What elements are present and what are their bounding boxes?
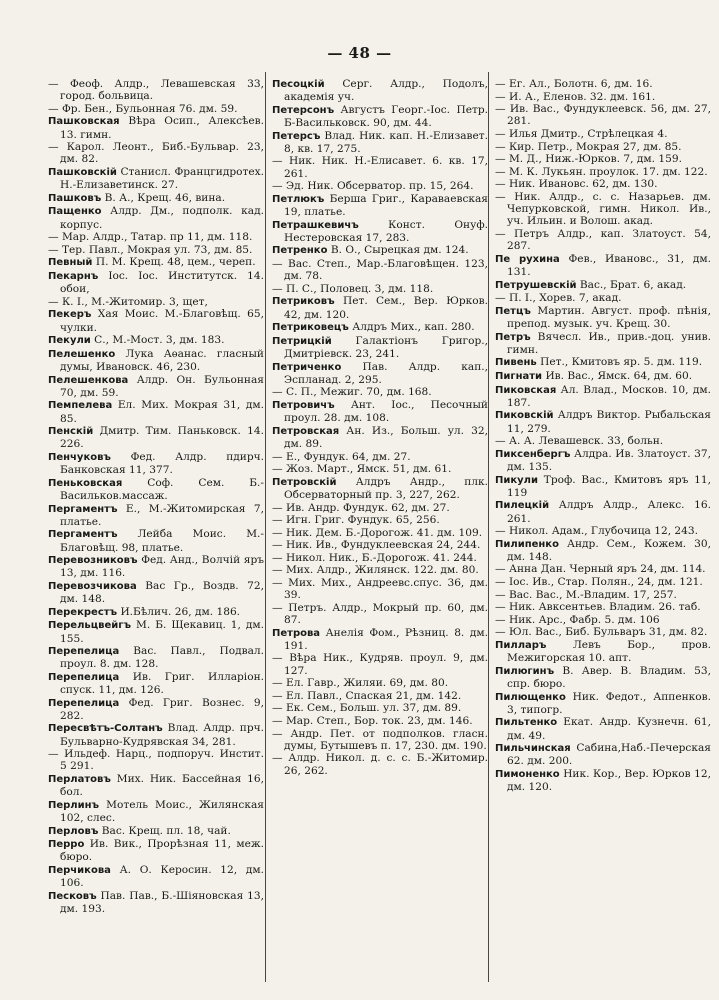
entry-details: Алдр. Он. Бульонная 70, дм. 59. (60, 373, 264, 399)
directory-entry (272, 752, 488, 776)
entry-details: Хая Моис. М.-Благовѣщ. 65, чулки. (60, 308, 264, 334)
directory-entry (48, 580, 264, 605)
entry-details: — С. П., Межиг. 70, дм. 168. (272, 386, 432, 399)
entry-surname: Петриковъ (272, 296, 335, 308)
entry-surname: Пилларъ (495, 640, 547, 652)
entry-details: — Феоф. Алдр., Левашевская 33, город. больвица. (48, 78, 264, 103)
directory-entry (495, 538, 711, 563)
column-3 (495, 78, 711, 794)
entry-details: Серг. Алдр., Подолъ, академія уч. (284, 78, 488, 104)
entry-details: Фев., Ивановс., 31, дм. 131. (507, 252, 711, 278)
directory-entry (48, 141, 264, 165)
entry-surname: Пенскій (48, 426, 94, 438)
entry-details: Ел. Мих. Мокрая 31, дм. 85. (60, 399, 264, 425)
directory-entry (272, 677, 488, 689)
directory-entry (272, 577, 488, 601)
entry-details: — Вас. Вас., М.-Владим. 17, 257. (495, 588, 677, 601)
entry-surname: Перекрестъ (48, 606, 118, 618)
entry-surname: Перевозчикова (48, 580, 137, 592)
entry-details: — Ник. Дем. Б.-Дорогож. 41. дм. 109. (272, 526, 483, 539)
entry-details: Лука Аѳанас. гласный думы, Ивановск. 46, 230. (60, 347, 264, 373)
entry-details: — Илья Дмитр., Стрѣлецкая 4. (495, 127, 668, 140)
entry-details: — Фр. Бен., Бульонная 76. дм. 59. (48, 102, 238, 115)
entry-details: Екат. Андр. Кузнечн. 61, дм. 49. (507, 716, 711, 742)
entry-details: П. М. Крещ. 48, цем., череп. (95, 256, 256, 269)
entry-details: — Мар. Степ., Бор. ток. 23, дм. 146. (272, 715, 473, 728)
entry-details: М. Б. Щекавиц. 1, дм. 155. (60, 619, 264, 645)
entry-details: Вѣра Осип., Алексѣев. 13. гимн. (60, 115, 265, 141)
entry-details: С., М.-Мост. 3, дм. 183. (94, 334, 225, 347)
directory-entry (495, 691, 711, 716)
directory-entry (272, 219, 488, 244)
entry-surname: Перепелица (48, 697, 120, 709)
directory-entry (495, 665, 711, 690)
entry-surname: Петрушевскій (495, 279, 577, 291)
directory-entry (272, 155, 488, 179)
entry-details: Дмитр. Тим. Паньковск. 14. 226. (60, 425, 264, 451)
entry-details: В. О., Сырецкая дм. 124. (330, 244, 469, 257)
directory-entry (495, 435, 711, 447)
entry-details: — Ел. Гавр., Жиляи. 69, дм. 80. (272, 677, 449, 690)
entry-details: Троф. Вас., Кмитовъ яръ 11, 119 (507, 473, 711, 499)
entry-details: Андр. Сем., Кожем. 30, дм. 148. (507, 537, 711, 563)
entry-details: Пет., Кмитовъ яр. 5. дм. 119. (540, 356, 703, 369)
entry-details: — А. А. Левашевск. 33, больн. (495, 435, 664, 448)
entry-details: Алдр. Дм., подполк. кад. корпус. (60, 205, 265, 231)
entry-details: — Ник. Авксентьев. Владим. 26. таб. (495, 601, 701, 614)
directory-entry (48, 477, 264, 502)
directory-entry (48, 890, 264, 915)
directory-entry (495, 292, 711, 304)
entry-details: Фед. Григ. Вознес. 9, 282. (60, 696, 264, 722)
directory-entry (48, 244, 264, 256)
directory-entry (272, 335, 488, 360)
entry-details: Алдра. Ив. Златоуст. 37, дм. 135. (507, 447, 711, 473)
entry-surname: Пиковскій (495, 410, 554, 422)
entry-surname: Пелешенкова (48, 374, 129, 386)
entry-details: Ник. Кор., Вер. Юрков 12, дм. 120. (507, 768, 711, 794)
entry-details: — Ел. Павл., Спаская 21, дм. 142. (272, 689, 462, 702)
entry-surname: Певный (48, 257, 93, 269)
entry-details: Влад. Алдр. прч. Бульварно-Кудрявская 34, 281. (60, 722, 265, 748)
entry-details: Алдръ Андр., плк. Обсерваторный пр. 3, 227, 262. (284, 475, 488, 501)
entry-details: — Мих. Мих., Андреевс.спус. 36, дм. 39. (272, 577, 488, 602)
entry-surname: Петцъ (495, 305, 531, 317)
entry-surname: Петерсъ (272, 130, 321, 142)
directory-entry (48, 334, 264, 347)
entry-details: — Андр. Пет. от подполков. гласн. думы, Бутышевъ п. 17, 230. дм. 190. (272, 727, 488, 752)
directory-entry (495, 716, 711, 741)
directory-entry (495, 563, 711, 575)
entry-details: — Никол. Адам., Глубочица 12, 243. (495, 525, 699, 538)
directory-entry (48, 528, 264, 553)
entry-details: — Ег. Ал., Болотн. 6, дм. 16. (495, 78, 653, 90)
entry-details: — Ник. Арс., Фабр. 5. дм. 106 (495, 613, 660, 626)
entry-details: — П. С., Половец. 3, дм. 118. (272, 282, 434, 295)
directory-entry (272, 451, 488, 463)
entry-surname: Пергаментъ (48, 503, 118, 515)
entry-details: В. Авер. В. Владим. 53, спр. бюро. (507, 664, 711, 691)
entry-details: — И. А., Еленов. 32. дм. 161. (495, 90, 656, 103)
entry-surname: Пилюгинъ (495, 665, 555, 677)
directory-entry (48, 296, 264, 308)
directory-entry (495, 370, 711, 383)
entry-surname: Пе рухина (495, 253, 560, 265)
entry-details: — М. К. Лукьян. проулок. 17. дм. 122. (495, 165, 708, 178)
directory-entry (495, 474, 711, 499)
directory-entry (48, 722, 264, 747)
entry-surname: Пеньковская (48, 477, 123, 489)
directory-entry (495, 166, 711, 178)
directory-entry (272, 425, 488, 450)
entry-surname: Пашковская (48, 116, 120, 128)
directory-entry (272, 78, 488, 103)
entry-details: И.Бѣлич. 26, дм. 186. (120, 605, 241, 618)
entry-surname: Перловъ (48, 825, 99, 837)
entry-surname: Петрицкій (272, 335, 332, 347)
entry-surname: Пигнати (495, 370, 543, 382)
entry-details: — К. І., М.-Житомир. 3, щет, (48, 295, 208, 308)
entry-surname: Перлатовъ (48, 774, 111, 786)
entry-surname: Пивень (495, 357, 537, 369)
directory-entry (48, 619, 264, 644)
entry-surname: Пемпелева (48, 400, 113, 412)
directory-entry (495, 141, 711, 153)
directory-entry (48, 308, 264, 333)
directory-entry (48, 270, 264, 295)
entry-details: Ив. Григ. Илларіон. спуск. 11, дм. 126. (60, 670, 264, 697)
directory-entry (48, 671, 264, 696)
directory-entry (495, 153, 711, 165)
directory-entry (48, 205, 264, 230)
directory-entry (495, 191, 711, 228)
entry-surname: Перепелица (48, 646, 120, 658)
entry-details: Соф. Сем. Б.-Васильков.массаж. (60, 476, 265, 502)
entry-surname: Пилющенко (495, 691, 566, 703)
entry-surname: Перельцвейгъ (48, 620, 132, 632)
column-divider (488, 72, 489, 982)
entry-surname: Петровичъ (272, 399, 335, 411)
directory-entry (495, 614, 711, 626)
entry-details: Сабина,Наб.-Печерская 62. дм. 200. (507, 742, 711, 768)
entry-details: Влад. Ник. кап. Н.-Елизавет. 8, кв. 17, 275. (284, 129, 488, 155)
directory-entry (495, 78, 711, 90)
entry-details: Левъ Бор., пров. Межигорская 10. апт. (507, 639, 711, 665)
directory-entry (48, 606, 264, 619)
directory-entry (495, 91, 711, 103)
page-number: — 48 — (327, 44, 392, 62)
entry-details: Вас., Брат. 6, акад. (579, 278, 687, 291)
entry-surname: Пенчуковъ (48, 451, 111, 463)
entry-surname: Перро (48, 839, 85, 851)
directory-entry (495, 384, 711, 409)
directory-entry (272, 193, 488, 218)
entry-details: — Вас. Степ., Мар.-Благовѣщен. 123, дм. 78. (272, 257, 488, 283)
directory-entry (48, 503, 264, 528)
entry-surname: Петрова (272, 627, 321, 639)
directory-entry (272, 564, 488, 576)
entry-details: — Ив. Вас., Фундуклеевск. 56, дм. 27, 281. (495, 103, 711, 128)
directory-entry (272, 463, 488, 475)
directory-entry (495, 253, 711, 278)
entry-details: — Мар. Алдр., Татар. пр 11, дм. 118. (48, 231, 253, 244)
directory-entry (272, 514, 488, 526)
directory-entry (48, 825, 264, 838)
entry-details: Станисл. Францгидротех. Н.-Елизаветинск. 27. (60, 165, 264, 192)
directory-entry (272, 652, 488, 676)
directory-entry (495, 331, 711, 356)
entry-details: — Ильдеф. Нарц., подпоруч. Инстит. 5 291. (48, 748, 264, 773)
entry-details: Іос. Іос. Институтск. 14. обои, (60, 269, 264, 296)
entry-details: — Игн. Григ. Фундук. 65, 256. (272, 514, 440, 527)
directory-entry (48, 748, 264, 772)
directory-entry (48, 103, 264, 115)
entry-surname: Пильтенко (495, 717, 558, 729)
directory-entry (272, 627, 488, 652)
directory-entry (272, 258, 488, 282)
entry-details: Берша Григ., Караваевская 19, платье. (284, 192, 488, 218)
entry-surname: Пимоненко (495, 769, 560, 781)
entry-details: — Никол. Ник., Б.-Дорогож. 41. 244. (272, 551, 477, 564)
directory-entry (495, 103, 711, 127)
entry-details: — Ник. Ник. Н.-Елисавет. 6. кв. 17, 261. (272, 155, 488, 180)
entry-details: Галактіонъ Григор., Дмитріевск. 23, 241. (284, 334, 488, 360)
entry-details: Вас Гр., Воздв. 72, дм. 148. (60, 579, 265, 606)
entry-details: Ив. Вас., Ямск. 64, дм. 60. (545, 369, 693, 382)
directory-entry (272, 399, 488, 424)
entry-surname: Петровская (272, 425, 340, 437)
entry-details: — Іос. Ив., Стар. Полян., 24, дм. 121. (495, 576, 703, 589)
directory-entry (272, 386, 488, 398)
entry-surname: Перлинъ (48, 799, 100, 811)
entry-details: — Петръ. Алдр., Мокрый пр. 60, дм. 87. (272, 601, 488, 627)
entry-surname: Перепелица (48, 671, 120, 683)
entry-details: Лейба Моис. М.-Благовѣщ. 98, платье. (60, 528, 264, 554)
entry-surname: Петриковецъ (272, 322, 349, 334)
directory-entry (48, 256, 264, 269)
directory-entry (272, 476, 488, 501)
entry-details: Алдръ Алдр., Алекс. 16. 261. (507, 499, 711, 525)
entry-surname: Петровскій (272, 476, 337, 488)
entry-details: — Карол. Леонт., Биб.-Бульвар. 23, дм. 82. (48, 141, 264, 166)
directory-entry (272, 539, 488, 551)
entry-details: А. О. Керосин. 12, дм. 106. (60, 864, 264, 890)
directory-entry (272, 502, 488, 514)
entry-surname: Песковъ (48, 890, 97, 902)
entry-details: — Кир. Петр., Мокрая 27, дм. 85. (495, 140, 682, 153)
entry-details: Пет. Сем., Вер. Юрков. 42, дм. 120. (284, 295, 488, 321)
entry-details: Фед. Алдр. пдирч. Банковская 11, 377. (60, 450, 264, 477)
entry-details: — Алдр. Никол. д. с. с. Б.-Житомир. 26, 262. (272, 752, 488, 777)
directory-entry (495, 356, 711, 369)
directory-entry (48, 166, 264, 191)
column-divider (265, 72, 266, 982)
directory-entry (48, 554, 264, 579)
directory-entry (272, 702, 488, 714)
entry-details: — Ник. Ивановс. 62, дм. 130. (495, 178, 658, 191)
entry-surname: Песоцкій (272, 79, 325, 90)
entry-details: Пав. Алдр. кап., Эспланад. 2, 295. (284, 360, 489, 386)
directory-entry (495, 279, 711, 292)
column-2 (272, 78, 488, 777)
entry-surname: Пикули (495, 474, 539, 486)
entry-surname: Петлюкъ (272, 193, 325, 205)
entry-details: — Ив. Андр. Фундук. 62, дм. 27. (272, 501, 450, 514)
directory-entry (48, 425, 264, 450)
entry-details: Ан. Из., Больш. ул. 32, дм. 89. (284, 424, 488, 450)
entry-details: — Вѣра Ник., Кудряв. проул. 9, дм. 127. (272, 652, 488, 677)
entry-details: — Анна Дан. Черный яръ 24, дм. 114. (495, 563, 706, 576)
entry-surname: Пелешенко (48, 348, 116, 360)
directory-entry (272, 361, 488, 386)
entry-details: — Ник. Алдр., с. с. Назарьев. дм. Чепурковской, гимн. Никол. Ив., уч. Ильин. и Волош. акад. (495, 190, 711, 228)
entry-surname: Пекарнъ (48, 270, 99, 282)
directory-entry (272, 180, 488, 192)
directory-entry (495, 589, 711, 601)
entry-details: — Е., Фундук. 64, дм. 27. (272, 450, 411, 463)
entry-surname: Пиковская (495, 384, 557, 396)
entry-surname: Пилецкій (495, 500, 550, 512)
directory-entry (48, 231, 264, 243)
entry-details: Ал. Влад., Москов. 10, дм. 187. (507, 383, 711, 409)
entry-details: Конст. Онуф. Нестеровская 17, 283. (284, 218, 488, 244)
entry-details: — Эд. Ник. Обсерватор. пр. 15, 264. (272, 180, 474, 193)
directory-entry (272, 715, 488, 727)
entry-details: — Тер. Павл., Мокрая ул. 73, дм. 85. (48, 243, 253, 256)
directory-entry (495, 639, 711, 664)
entry-details: Мартин. Август. проф. пѣнія, препод. музык. уч. Крещ. 30. (507, 304, 711, 330)
directory-entry (272, 283, 488, 295)
entry-details: — Петръ Алдр., кап. Златоуст. 54, 287. (495, 227, 711, 253)
directory-entry (495, 305, 711, 330)
entry-details: — Ек. Сем., Больш. ул. 37, дм. 89. (272, 702, 462, 715)
entry-details: Пав. Пав., Б.-Шіяновская 13, дм. 193. (60, 889, 265, 916)
entry-details: — М. Д., Ниж.-Юрков. 7, дм. 159. (495, 153, 682, 166)
entry-surname: Пекеръ (48, 309, 92, 321)
entry-surname: Пашковъ (48, 192, 102, 204)
entry-surname: Пильчинская (495, 743, 571, 755)
directory-entry (272, 104, 488, 129)
directory-entry (495, 228, 711, 252)
directory-entry (48, 348, 264, 373)
entry-details: Анелія Фом., Рѣзниц. 8. дм. 191. (284, 626, 488, 652)
entry-details: — Мих. Алдр., Жилянск. 122. дм. 80. (272, 564, 479, 577)
directory-entry (272, 552, 488, 564)
directory-entry (495, 499, 711, 524)
entry-details: Алдръ Мих., кап. 280. (352, 321, 475, 334)
entry-surname: Пересвѣтъ-Солтанъ (48, 723, 163, 735)
entry-surname: Петерсонъ (272, 104, 335, 116)
directory-entry (272, 321, 488, 334)
directory-entry (495, 448, 711, 473)
directory-entry (272, 527, 488, 539)
entry-details: Мотель Моис., Жилянская 102, слес. (60, 798, 264, 825)
entry-surname: Перевозниковъ (48, 555, 138, 567)
directory-entry (495, 768, 711, 793)
directory-entry (48, 645, 264, 670)
entry-surname: Пекули (48, 335, 91, 347)
directory-entry (495, 409, 711, 434)
entry-surname: Пергаментъ (48, 529, 118, 541)
directory-entry (272, 690, 488, 702)
entry-details: — П. І., Хорев. 7, акад. (495, 292, 622, 305)
directory-entry (48, 374, 264, 399)
directory-entry (495, 742, 711, 767)
entry-surname: Петриченко (272, 361, 342, 373)
entry-surname: Пиксенбергъ (495, 448, 571, 460)
entry-details: Фед. Анд., Волчій яръ 13, дм. 116. (60, 554, 264, 580)
directory-entry (495, 601, 711, 613)
directory-entry (495, 128, 711, 140)
directory-entry (48, 451, 264, 476)
entry-details: В. А., Крещ. 46, вина. (104, 191, 226, 204)
entry-details: Вас. Крещ. пл. 18, чай. (101, 824, 231, 837)
directory-entry (48, 864, 264, 889)
directory-entry (48, 799, 264, 824)
entry-details: Вячесл. Ив., прив.-доц. унив. гимн. (507, 330, 711, 356)
entry-details: Ив. Вик., Прорѣзная 11, меж. бюро. (60, 838, 264, 864)
directory-entry (48, 697, 264, 722)
entry-details: Ник. Федот., Аппенков. 3, типогр. (507, 690, 711, 716)
entry-details: Е., М.-Житомирская 7, платье. (60, 502, 264, 528)
entry-details: — Жоз. Март., Ямск. 51, дм. 61. (272, 463, 452, 476)
entry-details: Ант. Іос., Песочный проул. 28. дм. 108. (284, 398, 488, 425)
entry-details: Вас. Павл., Подвал. проул. 8. дм. 128. (60, 645, 264, 671)
directory-entry (48, 192, 264, 205)
entry-surname: Петрашкевичъ (272, 219, 359, 231)
entry-surname: Пилипенко (495, 538, 559, 550)
entry-details: — Ник. Ив., Фундуклеевская 24, 244. (272, 539, 481, 552)
directory-entry (495, 178, 711, 190)
directory-entry (272, 728, 488, 752)
directory-entry (272, 244, 488, 257)
directory-entry (272, 295, 488, 320)
entry-details: Алдръ Виктор. Рыбальская 11, 279. (507, 409, 711, 435)
entry-details: — Юл. Вас., Биб. Бульваръ 31, дм. 82. (495, 626, 708, 639)
directory-entry (272, 602, 488, 626)
entry-surname: Пащенко (48, 206, 102, 218)
directory-entry (48, 838, 264, 863)
entry-details: Августъ Георг.-Іос. Петр. Б-Васильковск. 90, дм. 44. (284, 103, 488, 129)
column-1 (48, 78, 264, 916)
entry-details: Мих. Ник. Бассейная 16, бол. (60, 773, 264, 799)
directory-entry (272, 130, 488, 155)
directory-entry (495, 576, 711, 588)
directory-entry (495, 626, 711, 638)
directory-entry (48, 115, 264, 140)
directory-entry (48, 773, 264, 798)
directory-entry (48, 399, 264, 424)
directory-entry (48, 78, 264, 102)
entry-surname: Пашковскій (48, 166, 117, 178)
entry-surname: Петръ (495, 331, 531, 343)
entry-surname: Петренко (272, 245, 328, 257)
directory-entry (495, 525, 711, 537)
entry-surname: Перчикова (48, 865, 111, 877)
